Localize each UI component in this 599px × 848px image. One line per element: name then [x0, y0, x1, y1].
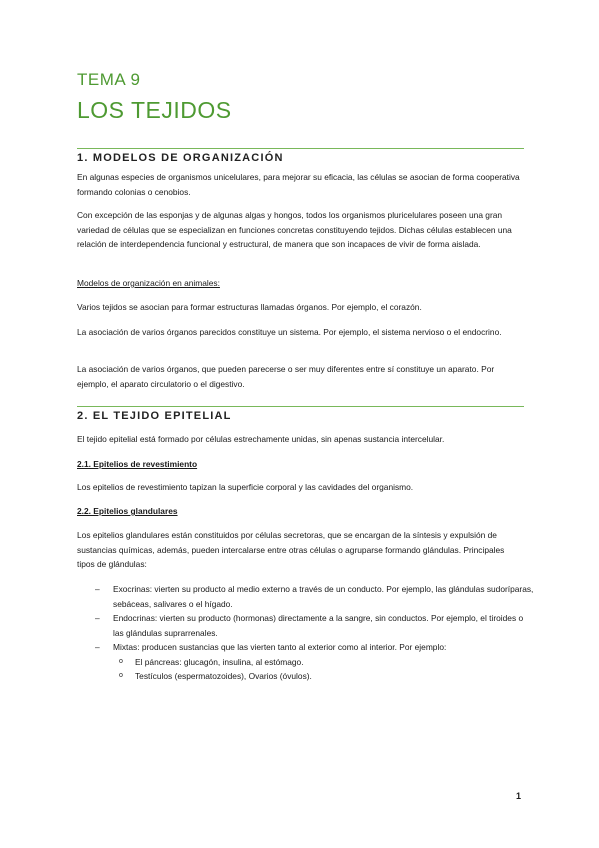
- page-title: LOS TEJIDOS: [77, 97, 232, 123]
- section-1-heading: 1. MODELOS DE ORGANIZACIÓN: [77, 148, 524, 164]
- section-2-1-text: Los epitelios de revestimiento tapizan la superficie corporal y las cavidades del organismo.: [77, 482, 414, 492]
- section-1-paragraph-4: La asociación de varios órganos parecidos constituye un sistema. Por ejemplo, el sistema nervioso o el endocrino.: [77, 327, 502, 337]
- section-2-heading: 2. EL TEJIDO EPITELIAL: [77, 406, 524, 422]
- page-number: 1: [516, 791, 522, 801]
- mixed-glands-sublist: [113, 655, 535, 684]
- section-2-1-subheading: 2.1. Epitelios de revestimiento: [77, 459, 198, 469]
- list-item: – Mixtas: producen sustancias que las vierten tanto al exterior como al interior. Por ejemplo: o El páncreas: glucagón, insulina, al estómago. o Testículos (espermatozoides), Ovarios (óvulos).: [95, 640, 535, 684]
- section-1-paragraph-2: Con excepción de las esponjas y de algunas algas y hongos, todos los organismos pluricelulares poseen una gran variedad de células que se especializan en funciones concretas constituyendo tejidos. Dichas células establecen una relación de interdependencia funcional y estructural, de manera que son incapaces de vivir de forma aislada.: [77, 210, 512, 249]
- section-1-paragraph-1: En algunas especies de organismos unicelulares, para mejorar su eficacia, las células se asocian de forma cooperativa formando colonias o cenobios.: [77, 172, 520, 197]
- section-1-paragraph-5: La asociación de varios órganos, que pueden parecerse o ser muy diferentes entre sí constituye un aparato. Por ejemplo, el aparato circulatorio o el digestivo.: [77, 364, 495, 389]
- gland-types-list: [95, 582, 535, 684]
- section-2-intro: El tejido epitelial está formado por células estrechamente unidas, sin apenas sustancia intercelular.: [77, 434, 445, 444]
- list-item: o El páncreas: glucagón, insulina, al estómago.: [113, 655, 535, 670]
- section-1-subheading: Modelos de organización en animales:: [77, 278, 220, 288]
- list-item: – Endocrinas: vierten su producto (hormonas) directamente a la sangre, sin conductos. Por ejemplo, el tiroides o las glándulas suprarrenales.: [95, 611, 535, 640]
- topic-number: TEMA 9: [77, 70, 141, 89]
- list-item: – Exocrinas: vierten su producto al medio externo a través de un conducto. Por ejemplo, las glándulas sudoríparas, sebáceas, salivares o el hígado.: [95, 582, 535, 611]
- section-1-paragraph-3: Varios tejidos se asocian para formar estructuras llamadas órganos. Por ejemplo, el corazón.: [77, 302, 422, 312]
- list-item: o Testículos (espermatozoides), Ovarios (óvulos).: [113, 669, 535, 684]
- section-2-2-subheading: 2.2. Epitelios glandulares: [77, 506, 178, 516]
- section-2-2-text: Los epitelios glandulares están constituidos por células secretoras, que se encargan de la síntesis y expulsión de sustancias químicas, además, pueden intercalarse entre otras células o agruparse formando glándulas. Principales tipos de glándulas:: [77, 530, 505, 569]
